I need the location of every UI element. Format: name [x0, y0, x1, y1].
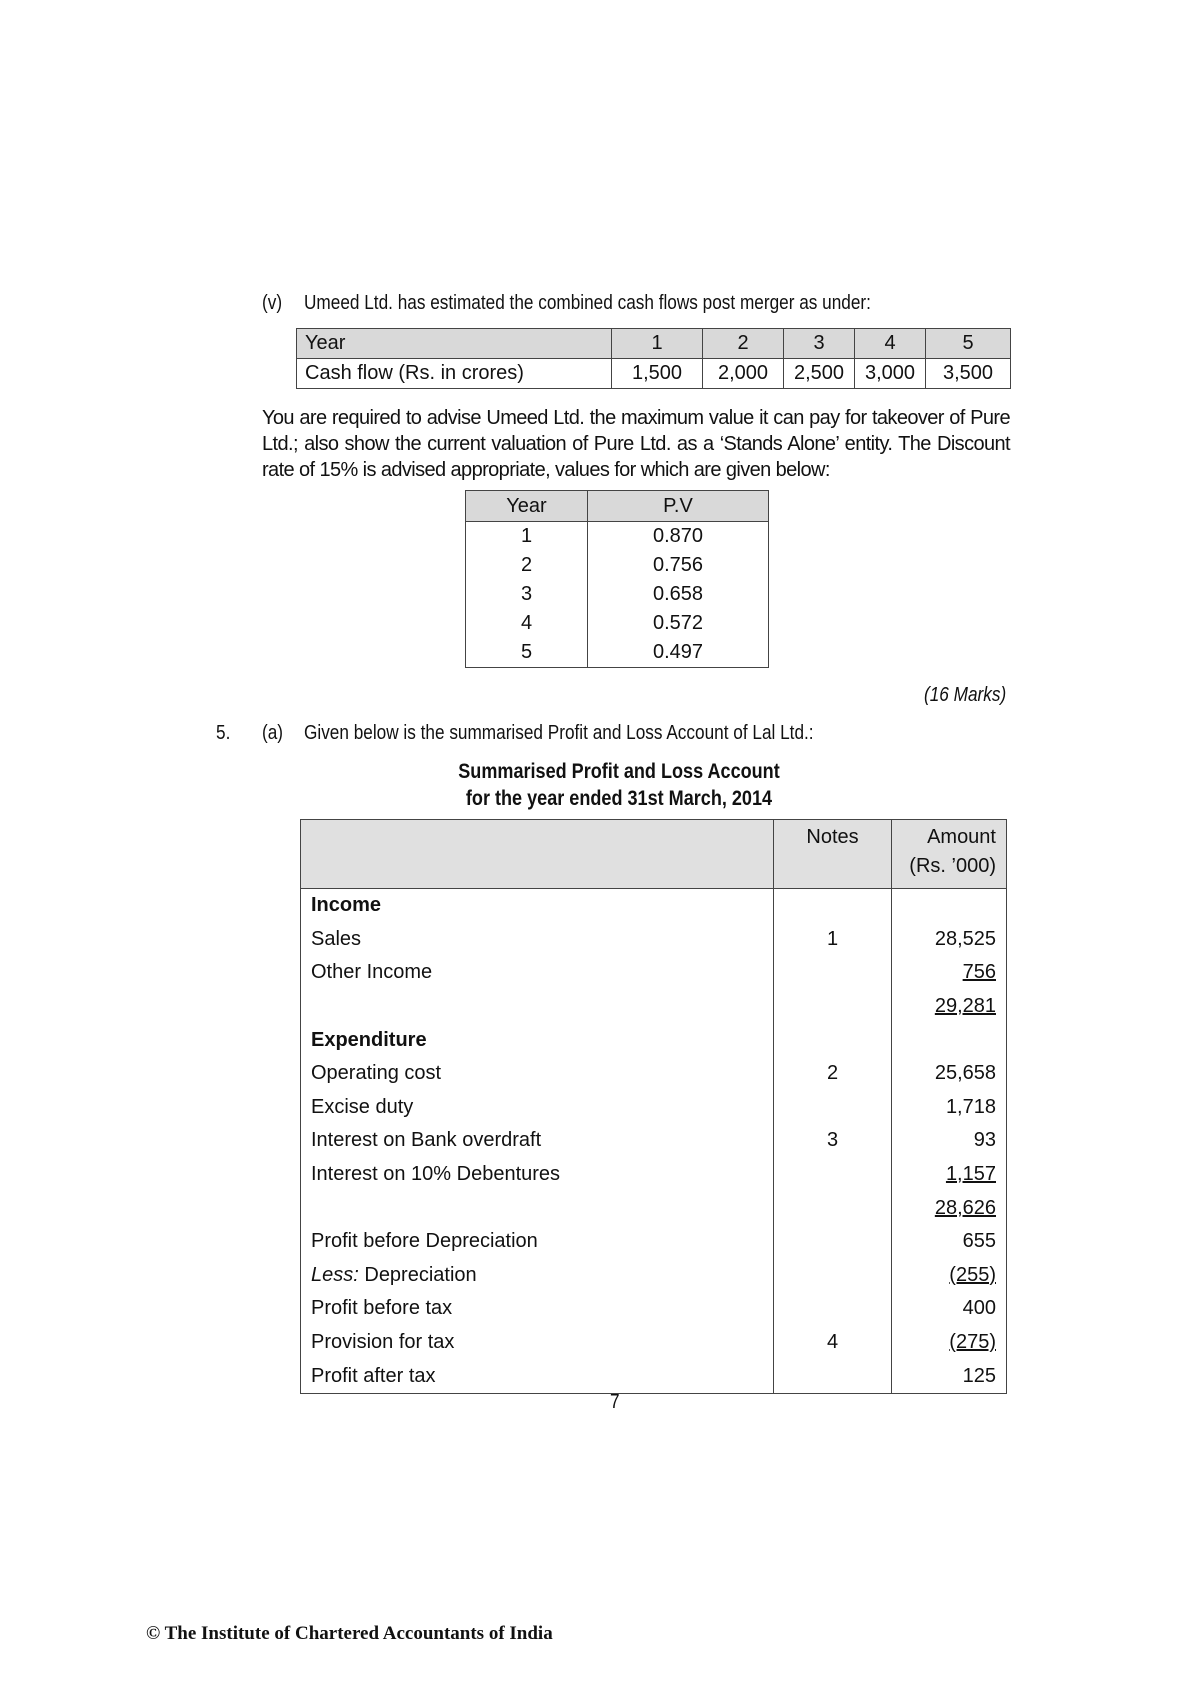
pv-table [465, 490, 769, 668]
table-cell: 0.572 [588, 609, 769, 638]
table-cell: Other Income [301, 956, 774, 990]
question-intro: Given below is the summarised Profit and Loss Account of Lal Ltd.: [304, 722, 814, 744]
table-cell: Excise duty [301, 1091, 774, 1125]
table-row [466, 551, 769, 580]
table-cell: Operating cost [301, 1057, 774, 1091]
table-cell: Year [466, 491, 588, 522]
pl-header-row [301, 820, 1007, 889]
depreciation-label: Depreciation [358, 1263, 477, 1286]
table-cell: 3 [466, 580, 588, 609]
table-cell: 25,658 [934, 1062, 996, 1085]
table-cell: 1 [612, 329, 703, 359]
pl-title-line1: Summarised Profit and Loss Account [458, 760, 780, 783]
table-row [466, 522, 769, 552]
table-row [301, 889, 1007, 923]
question-part: (a) [262, 722, 284, 744]
table-cell [892, 1158, 1007, 1192]
table-cell [774, 889, 892, 923]
table-cell [892, 889, 1007, 923]
table-cell: 4 [774, 1326, 892, 1360]
table-row [466, 638, 769, 668]
cash-flow-table [296, 328, 1011, 389]
table-cell: Profit before Depreciation [301, 1225, 774, 1259]
table-cell [774, 956, 892, 990]
table-cell: 2 [703, 329, 784, 359]
amount-value: 29,281 [934, 995, 996, 1018]
table-cell [774, 1359, 892, 1393]
table-cell: 3 [784, 329, 855, 359]
table-row [466, 580, 769, 609]
table-cell [892, 956, 1007, 990]
pl-title [448, 758, 790, 812]
table-row [301, 990, 1007, 1024]
table-cell: 1,500 [612, 359, 703, 389]
table-row [301, 1191, 1007, 1225]
page-number: 7 [610, 1391, 620, 1413]
pl-header-desc [301, 820, 774, 889]
table-cell: 0.658 [588, 580, 769, 609]
table-cell: Provision for tax [301, 1326, 774, 1360]
table-row [301, 1359, 1007, 1393]
table-cell: 0.870 [588, 522, 769, 552]
table-cell [892, 1259, 1007, 1293]
footer-copyright: © The Institute of Chartered Accountants of India [146, 1623, 553, 1644]
pl-title-line2: for the year ended 31st March, 2014 [465, 787, 773, 810]
table-cell: 1,718 [945, 1095, 996, 1118]
table-row [301, 1124, 1007, 1158]
table-cell: 125 [962, 1364, 996, 1387]
table-row [301, 1292, 1007, 1326]
table-cell: Profit after tax [301, 1359, 774, 1393]
less-label: Less: [311, 1263, 359, 1286]
amount-value: (275) [949, 1331, 996, 1354]
table-cell: 93 [973, 1129, 996, 1152]
table-row [301, 1057, 1007, 1091]
section-v-intro: Umeed Ltd. has estimated the combined cash flows post merger as under: [304, 292, 871, 314]
table-cell: Sales [301, 923, 774, 957]
table-cell: 1 [466, 522, 588, 552]
pl-header-amount [892, 820, 1007, 889]
table-cell: 400 [962, 1297, 996, 1320]
table-cell: 3,500 [926, 359, 1011, 389]
table-cell [774, 1091, 892, 1125]
table-cell: 0.497 [588, 638, 769, 668]
table-cell: 0.756 [588, 551, 769, 580]
table-row [301, 1158, 1007, 1192]
pl-header-notes: Notes [774, 820, 892, 889]
table-cell [892, 990, 1007, 1024]
table-row [466, 609, 769, 638]
pl-section-expenditure: Expenditure [301, 1023, 774, 1057]
table-cell [774, 1023, 892, 1057]
table-row [301, 1326, 1007, 1360]
table-cell: 4 [855, 329, 926, 359]
profit-loss-table [300, 819, 1007, 1394]
table-row [301, 923, 1007, 957]
table-cell: 4 [466, 609, 588, 638]
pl-header-amount-line2: (Rs. ’000) [909, 855, 996, 877]
section-v-label: (v) [262, 292, 283, 314]
table-cell [774, 1158, 892, 1192]
marks-label: (16 Marks) [924, 684, 1007, 706]
table-cell: 2,000 [703, 359, 784, 389]
table-cell [774, 1259, 892, 1293]
table-cell [301, 1259, 774, 1293]
table-cell: 655 [962, 1230, 996, 1253]
table-cell: Interest on Bank overdraft [301, 1124, 774, 1158]
table-cell: 2 [774, 1057, 892, 1091]
table-cell: Year [297, 329, 612, 359]
table-cell [301, 990, 774, 1024]
table-cell: P.V [588, 491, 769, 522]
table-cell: 2,500 [784, 359, 855, 389]
amount-value: 1,157 [945, 1163, 996, 1186]
table-cell [892, 1191, 1007, 1225]
table-row [301, 1225, 1007, 1259]
table-cell: Profit before tax [301, 1292, 774, 1326]
table-cell: 2 [466, 551, 588, 580]
cash-flow-data-row [297, 359, 1011, 389]
pl-header-amount-line1: Amount [927, 826, 996, 848]
amount-value: 28,626 [934, 1196, 996, 1219]
table-cell [774, 1292, 892, 1326]
table-cell [892, 1023, 1007, 1057]
table-cell: 5 [926, 329, 1011, 359]
table-cell [301, 1191, 774, 1225]
table-row [301, 1259, 1007, 1293]
table-cell: 1 [774, 923, 892, 957]
table-cell: 5 [466, 638, 588, 668]
instruction-paragraph: You are required to advise Umeed Ltd. the maximum value it can pay for takeover of Pure Ltd.; also show the current valuation of Pure Ltd. as a ‘Stands Alone’ entity. The Discount rate of 15% is advised appropriate, values for which are given below: [262, 407, 1010, 481]
table-cell [774, 1191, 892, 1225]
amount-value: 756 [962, 961, 996, 984]
pv-header-row [466, 491, 769, 522]
pl-section-income: Income [301, 889, 774, 923]
table-row [301, 956, 1007, 990]
table-cell [774, 1225, 892, 1259]
table-cell: 3 [774, 1124, 892, 1158]
question-number: 5. [216, 722, 231, 744]
table-row [301, 1023, 1007, 1057]
table-cell: 28,525 [934, 927, 996, 950]
table-cell: 3,000 [855, 359, 926, 389]
table-cell: Cash flow (Rs. in crores) [297, 359, 612, 389]
cash-flow-header-row [297, 329, 1011, 359]
table-cell [892, 1326, 1007, 1360]
table-row [301, 1091, 1007, 1125]
table-cell [774, 990, 892, 1024]
table-cell: Interest on 10% Debentures [301, 1158, 774, 1192]
amount-value: (255) [949, 1263, 996, 1286]
